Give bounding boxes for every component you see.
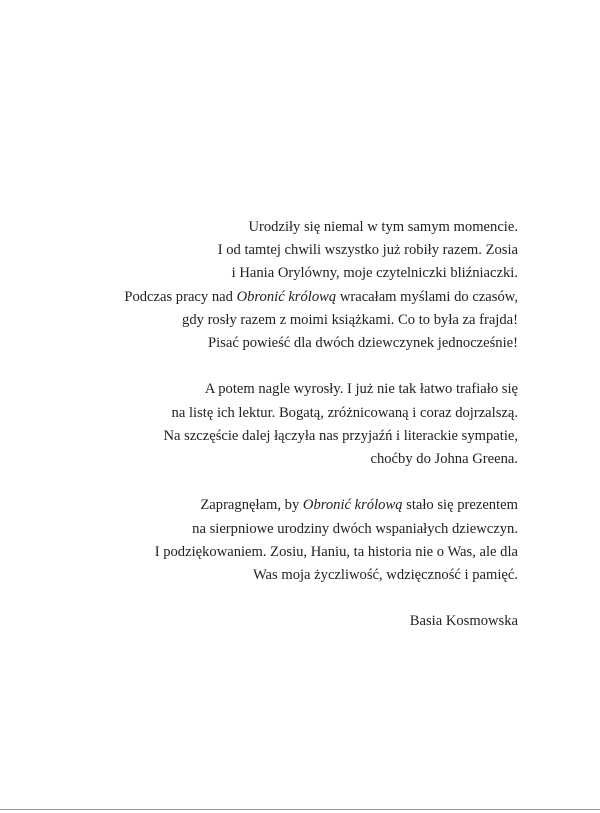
text-line: Pisać powieść dla dwóch dziewczynek jednocześnie! [208,335,518,352]
text-line: Was moja życzliwość, wdzięczność i pamięć. [252,567,518,584]
text-line: na sierpniowe urodziny dwóch wspaniałych dziewczyn. [192,520,518,537]
text-line: gdy rosły razem z moimi książkami. Co to była za frajda! [182,311,518,328]
text-line: Podczas pracy nad Obronić królową wracałam myślami do czasów, [124,288,518,305]
text-line: I od tamtej chwili wszystko już robiły razem. Zosia [217,242,518,259]
text-line: i Hania Orylówny, moje czytelniczki bliźniaczki. [231,265,518,282]
text-line: I podziękowaniem. Zosiu, Haniu, ta historia nie o Was, ale dla [154,543,518,560]
text-line: Zapragnęłam, by Obronić królową stało się prezentem [200,497,518,514]
text-line: Urodziły się niemal w tym samym momencie. [248,219,518,235]
dedication-paragraph-3 [58,494,518,587]
text-line: Na szczęście dalej łączyła nas przyjaźń i literackie sympatie, [163,427,518,444]
page-bottom-border [0,809,600,810]
text-line: na listę ich lektur. Bogatą, zróżnicowaną i coraz dojrzalszą. [171,404,518,421]
dedication-paragraph-2 [58,378,518,471]
dedication-text [58,216,518,634]
text-line: choćby do Johna Greena. [370,451,518,468]
book-title: Obronić królową [302,497,403,514]
author-signature: Basia Kosmowska [409,613,518,630]
dedication-paragraph-1 [58,216,518,355]
book-title: Obronić królową [236,288,337,305]
text-line: A potem nagle wyrosły. I już nie tak łatwo trafiało się [204,381,518,398]
